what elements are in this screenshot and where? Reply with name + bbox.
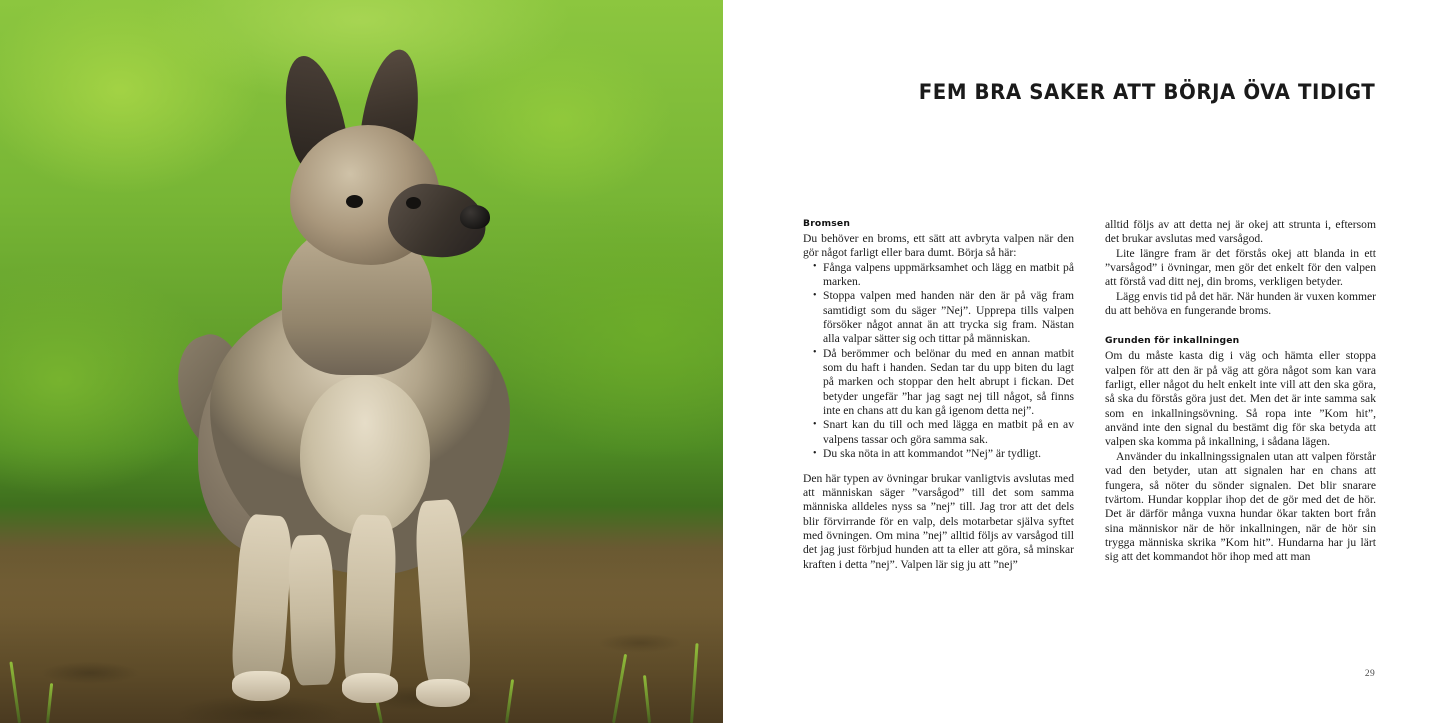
paragraph-continuation: alltid följs av att detta nej är okej att strunta i, eftersom det brukar avslutas med varsågod. [1105,218,1376,246]
eye-right [406,197,421,209]
list-item: • Du ska nöta in att kommandot ”Nej” är tydligt. [814,447,1074,461]
right-page-text [723,0,1445,723]
paw-front-right [416,679,470,707]
bullet-list-bromsen [803,261,1074,462]
front-leg-left [343,514,397,696]
chest [300,375,430,535]
eye-left [346,195,363,208]
column-right [1105,218,1376,572]
list-item: • Stoppa valpen med handen när den är på väg fram samtidigt som du säger ”Nej”. Upprepa tills valpen försöker något annat än att trycka sig fram. Nästan alla valpar sätter sig och tittar på människan. [814,289,1074,346]
paragraph-closing-bromsen: Den här typen av övningar brukar vanligtvis avslutas med att människan säger ”varsågod” till det som samma människa alldeles nyss sa ”nej” till. Jag tror att det dels blir förvirrande för en valp, dels motarbetar själva syftet med övningen. Om mina ”nej” alltid följs av varsågod till det jag just förbjud hunden att ta eller att göra, så minskar kraften i detta ”nej”. Valpen lär sig ju att ”nej” [803,471,1074,571]
paragraph-intro-inkallningen: Om du måste kasta dig i väg och hämta eller stoppa valpen för att den är på väg att göra något som kan vara farligt, eller något du helt enkelt inte vill att den ska göra, så ska du förstås göra just det. Men det är inte samma sak som en inkallningsövning. Så ropa inte ”Kom hit”, använd inte den signal du bestämt dig för ska betyda att valpen ska komma på inkallning, i sådana lägen. [1105,349,1376,449]
paragraph-intro-bromsen: Du behöver en broms, ett sätt att avbryta valpen när den gör något farligt eller bara dumt. Börja så här: [803,232,1074,260]
paragraph-envis-tid: Lägg envis tid på det här. När hunden är vuxen kommer du att behöva en fungerande broms. [1105,289,1376,318]
nose [460,205,490,229]
paragraph-varsagod: Lite längre fram är det förstås okej att blanda in ett ”varsågod” i övningar, men gör det enkelt för den valpen att förstå vad ditt nej, din broms, verkligen betyder. [1105,246,1376,289]
paragraph-spacer [803,462,1074,472]
column-left [803,218,1074,572]
page-number: 29 [1364,669,1375,679]
list-item: • Fånga valpens uppmärksamhet och lägg en matbit på marken. [814,261,1074,290]
subhead-inkallningen: Grunden för inkallningen [1105,335,1240,347]
paragraph-closing-inkallningen: Använder du inkallningssignalen utan att valpen förstår vad den betyder, utan att signalen har en chans att fungera, så nöter du sönder signalen. Det blir snarare tvärtom. Hundar kopplar ihop det de gör med det de hör. Det är därför många vuxna hundar ökar takten bort från sina människor när de hör inkallningen, när de hör sin trygga människa skrika ”Kom hit”. Hundarna har ju lärt sig att det kommandot hör ihop med att man [1105,449,1376,564]
subhead-bromsen: Bromsen [803,218,851,229]
list-item: • Snart kan du till och med lägga en matbit på en av valpens tassar och göra samma sak. [814,418,1074,447]
puppy-subject [150,45,570,685]
list-item: • Då berömmer och belönar du med en annan matbit som du haft i handen. Sedan tar du upp biten du lagt på marken och stoppar den helt abrupt i fickan. Det betyder ungefär ”har jag sagt nej till något, så finns inte en chans att du kan gå igenom detta nej”. [814,347,1074,419]
chapter-title: FEM BRA SAKER ATT BÖRJA ÖVA TIDIGT [918,80,1375,105]
paw-hind-left [232,671,290,701]
text-columns [803,218,1376,572]
paw-front-left [342,673,398,703]
hind-leg-right [287,534,336,685]
